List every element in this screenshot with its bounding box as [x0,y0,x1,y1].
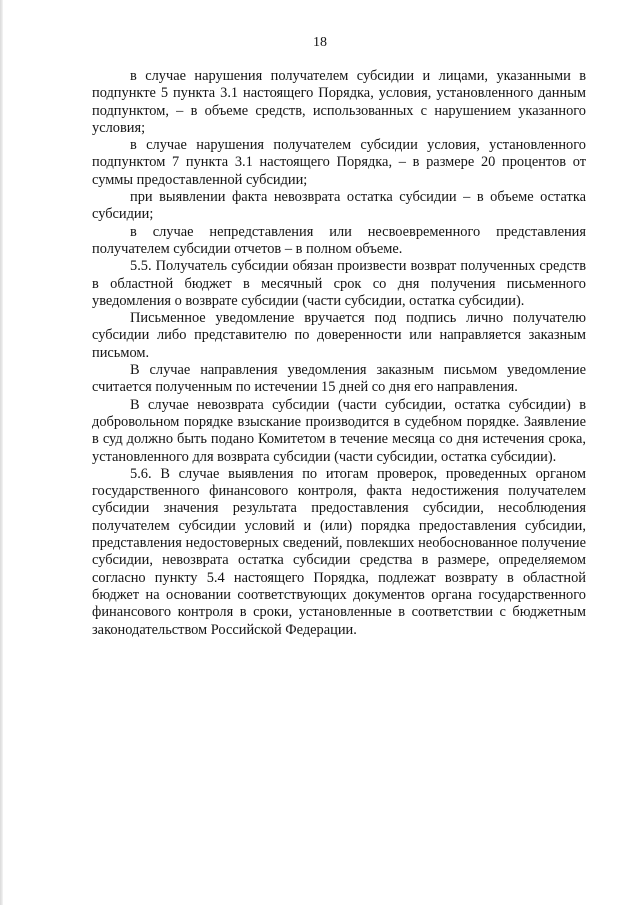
page-number: 18 [313,35,327,50]
paragraph-reports-not-submitted: в случае непредставления или несвоевременного представления получателем субсидии отчетов – в полном объеме. [92,223,586,257]
paragraph-clause-5-6: 5.6. В случае выявления по итогам проверок, проведенных органом государственного финансового контроля, факта недостижения получателем субсидии значения результата предоставления субсидии, несоблюдения получателем субсидии условий и (или) порядка предоставления субсидии, представления недостоверных сведений, повлекших необоснованное получение субсидии, невозврата остатка субсидии средства в размере, определяемом согласно пункту 5.4 настоящего Порядка, подлежат возврату в областной бюджет на основании соответствующих документов органа государственного финансового контроля в сроки, установленные в соответствии с бюджетным законодательством Российской Федерации. [92,465,586,638]
paragraph-written-notice: Письменное уведомление вручается под подпись лично получателю субсидии либо представителю по доверенности или направляется заказным письмом. [92,310,586,361]
paragraph-non-return-remainder: при выявлении факта невозврата остатка субсидии – в объеме остатка субсидии; [92,189,586,223]
document-body [92,68,586,639]
paragraph-court-recovery: В случае невозврата субсидии (части субсидии, остатка субсидии) в добровольном порядке взыскание производится в судебном порядке. Заявление в суд должно быть подано Комитетом в течение месяца со дня истечения срока, установленного для возврата субсидии (части субсидии, остатка субсидии). [92,396,586,465]
scan-edge-shadow [0,0,3,905]
paragraph-violation-subpoint-5: в случае нарушения получателем субсидии и лицами, указанными в подпункте 5 пункта 3.1 настоящего Порядка, условия, установленного данным подпунктом, – в объеме средств, использованных с нарушением указанного условия; [92,68,586,136]
paragraph-clause-5-5: 5.5. Получатель субсидии обязан произвести возврат полученных средств в областной бюджет в месячный срок со дня получения письменного уведомления о возврате субсидии (части субсидии, остатка субсидии). [92,258,586,309]
paragraph-violation-subpoint-7: в случае нарушения получателем субсидии условия, установленного подпунктом 7 пункта 3.1 настоящего Порядка, – в размере 20 процентов от суммы предоставленной субсидии; [92,137,586,188]
paragraph-registered-letter: В случае направления уведомления заказным письмом уведомление считается полученным по истечении 15 дней со дня его направления. [92,362,586,396]
